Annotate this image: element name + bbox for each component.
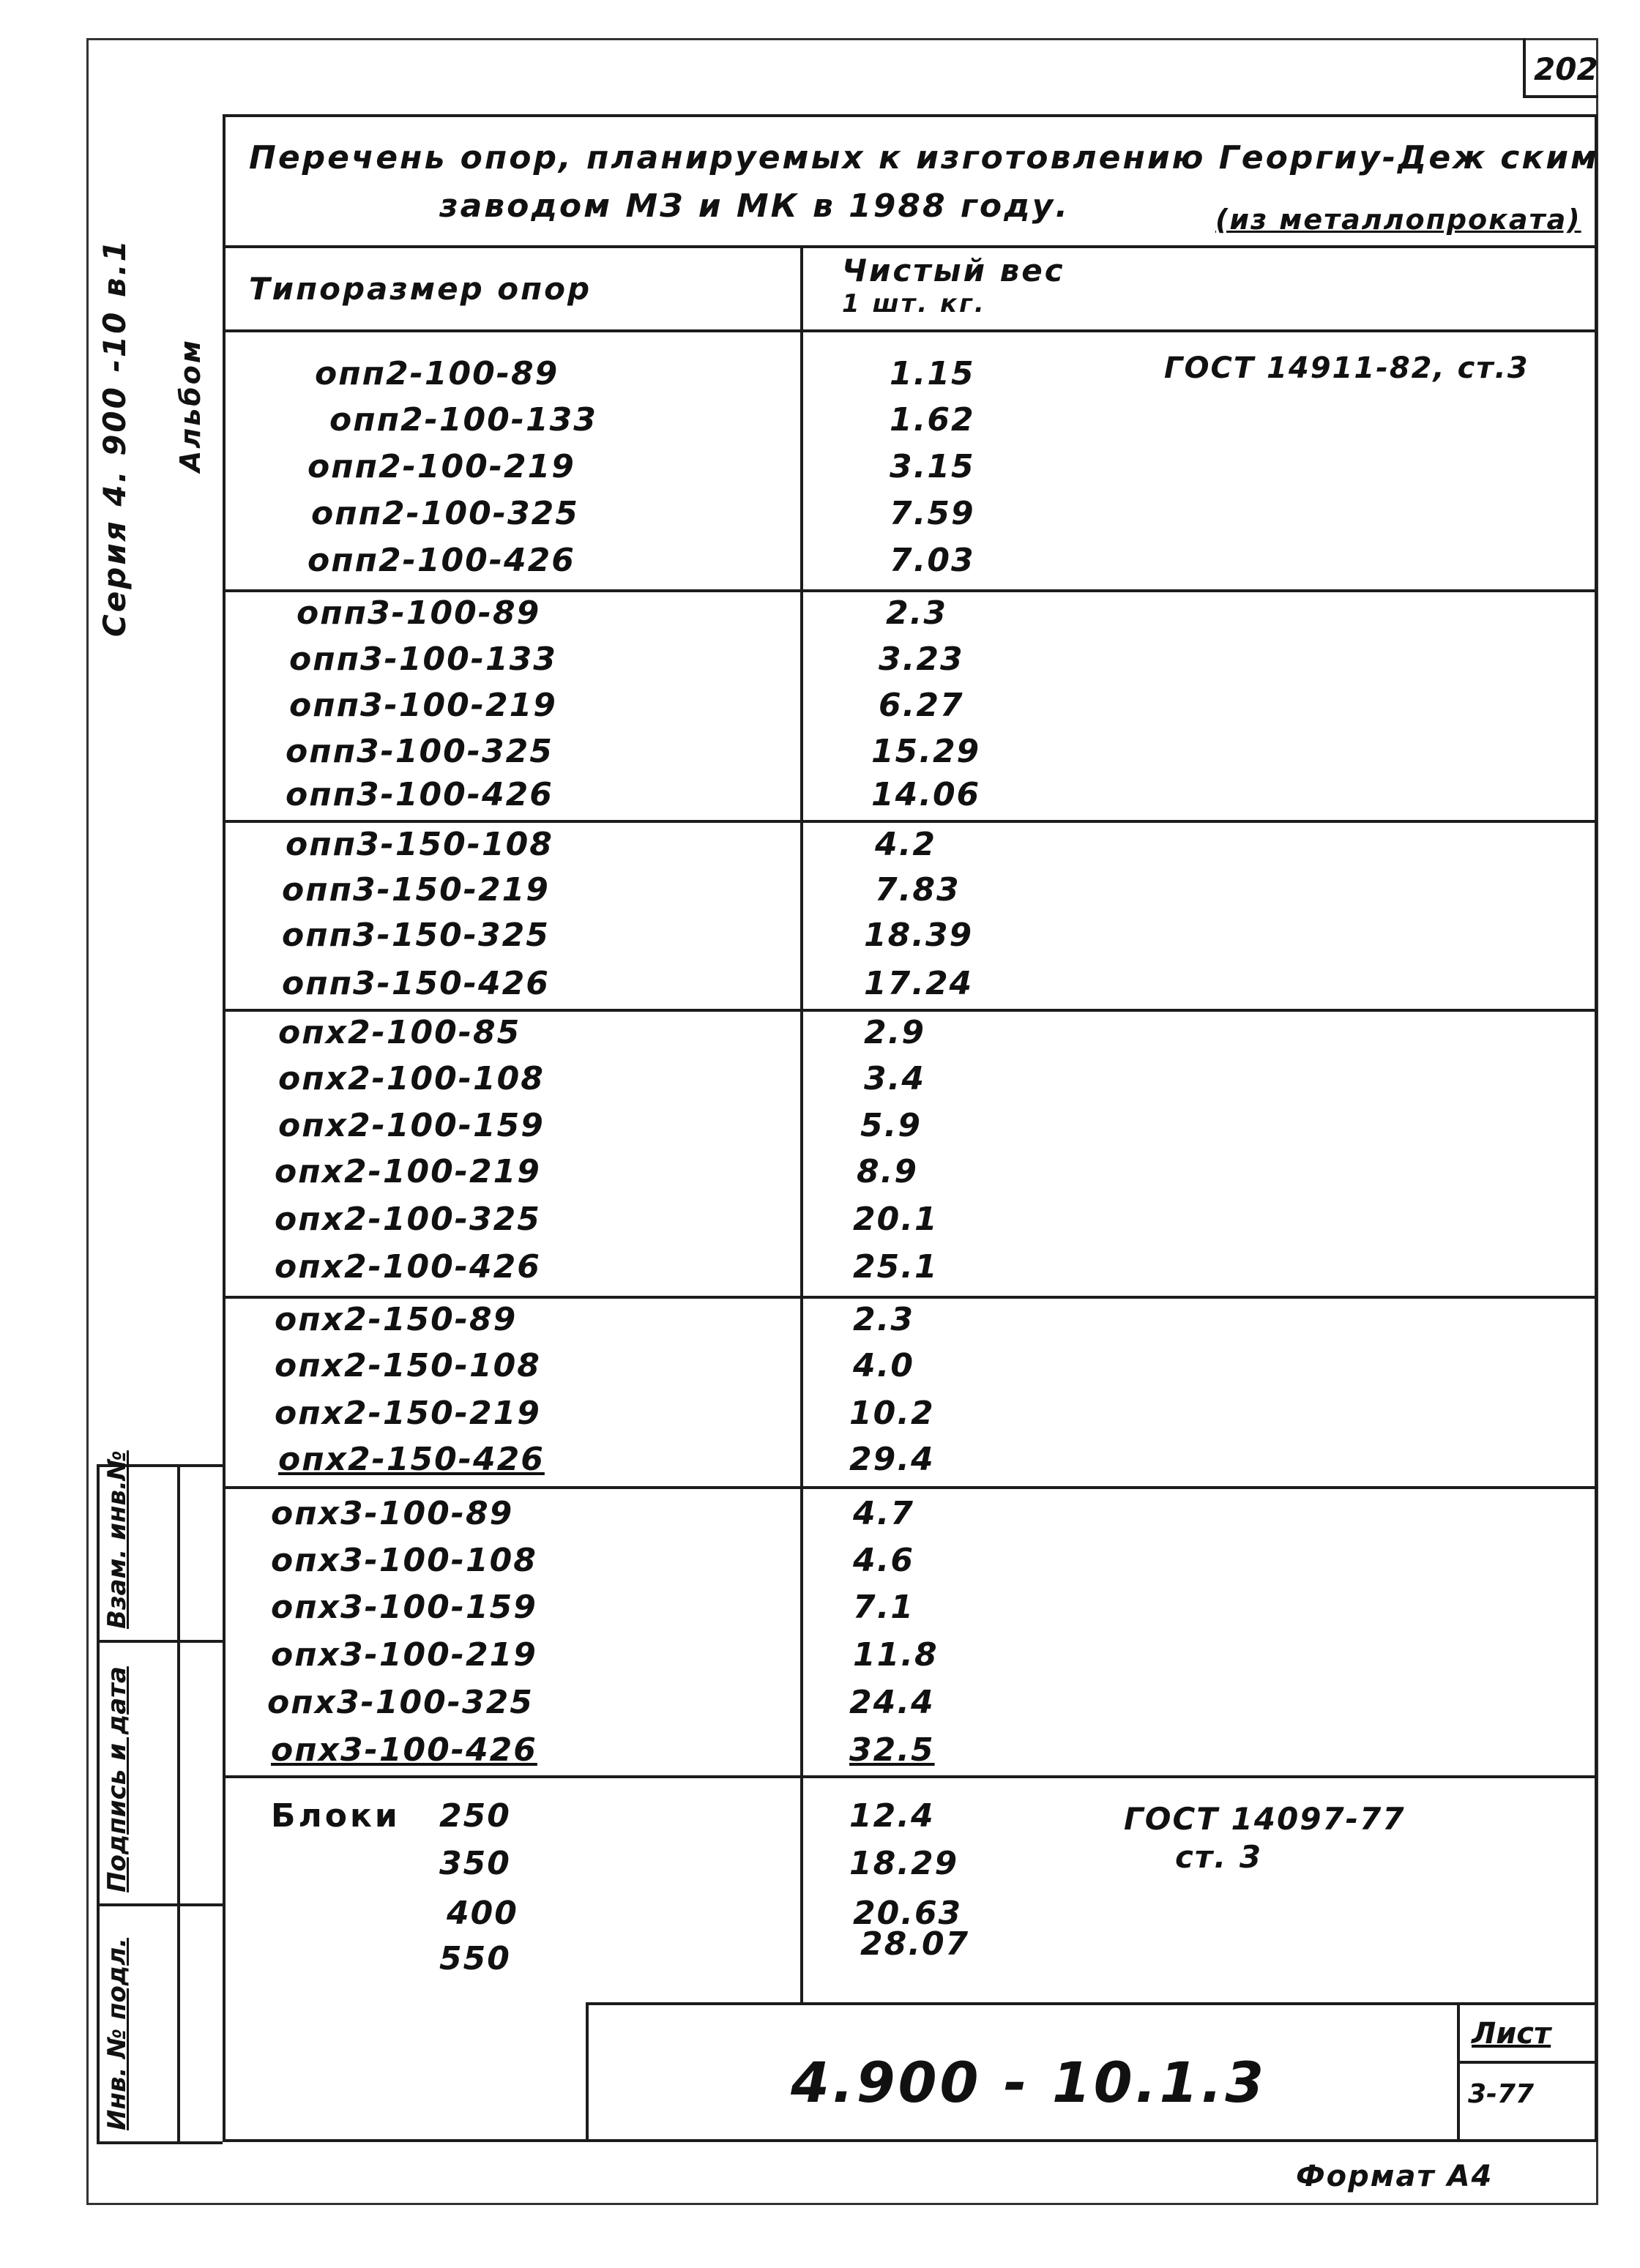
row-weight: 5.9: [860, 1107, 922, 1144]
row-weight: 11.8: [853, 1636, 939, 1674]
row-weight: 29.4: [849, 1441, 935, 1478]
row-weight: 18.39: [864, 917, 974, 954]
row-type: опп2-100-89: [315, 355, 559, 392]
row-type: опп3-150-108: [286, 826, 554, 863]
title-line-1: Перечень опор, планируемых к изготовлению Георгиу-Деж ским: [249, 139, 1600, 176]
row-weight: 8.9: [857, 1153, 918, 1190]
block-size: 350: [439, 1845, 511, 1882]
blocks-label: Блоки: [271, 1797, 400, 1835]
header-bottom-line: [223, 329, 1598, 332]
col1-header: Типоразмер опор: [249, 271, 592, 307]
row-weight: 7.1: [853, 1589, 914, 1626]
row-type: опх2-100-219: [275, 1153, 541, 1190]
row-weight: 2.3: [853, 1301, 914, 1338]
block-weight: 28.07: [860, 1925, 970, 1963]
col2-header-line2: 1 шт. кг.: [842, 289, 986, 318]
sheet-label: Лист: [1472, 2017, 1551, 2051]
row-weight: 4.0: [853, 1347, 914, 1384]
title-block-top: [586, 2002, 1598, 2005]
row-type: опх2-150-219: [275, 1395, 541, 1432]
blocks-note-line1: ГОСТ 14097-77: [1124, 1801, 1406, 1837]
row-weight: 4.6: [853, 1542, 914, 1579]
row-type: опх3-100-325: [267, 1684, 534, 1721]
blocks-note-line2: ст. 3: [1175, 1839, 1263, 1875]
stamp-cell-signature: Подпись и дата: [102, 1666, 132, 1892]
stamp-column-middle: [177, 1464, 180, 2141]
row-type: опп2-100-325: [311, 495, 579, 532]
row-type: опп3-100-219: [289, 687, 557, 724]
row-type: опх2-100-159: [278, 1107, 545, 1144]
document-number: 4.900 - 10.1.3: [791, 2050, 1267, 2115]
row-type: опх2-100-325: [275, 1201, 541, 1238]
row-type: опп3-100-133: [289, 641, 557, 678]
row-type: опх3-100-159: [271, 1589, 537, 1626]
block-size: 250: [439, 1797, 511, 1835]
row-weight: 3.23: [879, 641, 964, 678]
stamp-cell-replace: Взам. инв.№: [102, 1450, 132, 1629]
group-separator-3: [223, 1009, 1598, 1012]
row-type: опп3-150-325: [282, 917, 550, 954]
block-weight: 20.63: [853, 1895, 963, 1932]
row-type: опх3-100-108: [271, 1542, 537, 1579]
row-weight: 7.83: [875, 871, 961, 909]
format-label: Формат А4: [1296, 2160, 1494, 2193]
corner-box-bottom: [1523, 95, 1598, 98]
row-weight: 32.5: [849, 1731, 935, 1769]
group-separator-5: [223, 1486, 1598, 1489]
row-type: опх2-150-108: [275, 1347, 541, 1384]
row-weight: 24.4: [849, 1684, 935, 1721]
stamp-divider-1: [97, 1640, 223, 1643]
row-weight: 10.2: [849, 1395, 935, 1432]
title-line-2: заводом МЗ и МК в 1988 году.: [439, 187, 1070, 225]
title-block-sheet-line: [1457, 2061, 1598, 2064]
row-weight: 17.24: [864, 965, 974, 1002]
row-weight: 3.15: [890, 448, 975, 485]
row-weight: 4.2: [875, 826, 936, 863]
row-weight: 14.06: [871, 776, 981, 813]
col2-header-line1: Чистый вес: [842, 253, 1065, 288]
group-note: ГОСТ 14911-82, ст.3: [1164, 351, 1529, 385]
block-size: 550: [439, 1940, 511, 1977]
row-type: опп3-100-89: [297, 594, 541, 632]
row-type: опп2-100-219: [308, 448, 575, 485]
row-weight: 4.7: [853, 1495, 914, 1532]
stamp-divider-2: [97, 1903, 223, 1906]
row-type: опх2-100-426: [275, 1248, 541, 1286]
block-weight: 12.4: [849, 1797, 935, 1835]
row-weight: 7.03: [890, 542, 975, 579]
stamp-bottom: [97, 2141, 223, 2144]
row-type: опх3-100-219: [271, 1636, 537, 1674]
header-top-line: [223, 245, 1598, 248]
row-type: опп3-100-426: [286, 776, 554, 813]
block-size: 400: [447, 1895, 518, 1932]
row-type: опп2-100-133: [329, 401, 597, 439]
row-type: опп3-150-219: [282, 871, 550, 909]
title-note: (из металлопроката): [1215, 204, 1581, 236]
row-weight: 2.3: [886, 594, 947, 632]
corner-box-left: [1523, 38, 1526, 97]
sheet-number: 3-77: [1468, 2079, 1535, 2109]
row-weight: 7.59: [890, 495, 975, 532]
row-weight: 20.1: [853, 1201, 939, 1238]
row-type: опх3-100-426: [271, 1731, 537, 1769]
row-type: опп3-100-325: [286, 733, 554, 770]
row-weight: 25.1: [853, 1248, 939, 1286]
row-type: опх2-100-85: [278, 1014, 521, 1051]
row-type: опх2-100-108: [278, 1060, 545, 1097]
title-block-sheet-divider: [1457, 2002, 1460, 2142]
row-weight: 15.29: [871, 733, 981, 770]
album-label: Альбом: [174, 338, 206, 472]
row-type: опх2-150-89: [275, 1301, 518, 1338]
row-type: опх3-100-89: [271, 1495, 514, 1532]
row-type: опп2-100-426: [308, 542, 575, 579]
group-separator-6: [223, 1775, 1598, 1778]
row-type: опп3-150-426: [282, 965, 550, 1002]
row-weight: 2.9: [864, 1014, 925, 1051]
series-label: Серия 4. 900 -10 в.1: [97, 238, 133, 637]
row-weight: 1.15: [890, 355, 975, 392]
row-weight: 1.62: [890, 401, 975, 439]
stamp-column-left: [97, 1464, 100, 2141]
row-weight: 6.27: [879, 687, 964, 724]
group-separator-1: [223, 589, 1598, 592]
row-weight: 3.4: [864, 1060, 925, 1097]
row-type: опх2-150-426: [278, 1441, 545, 1478]
title-block-left: [586, 2002, 589, 2142]
stamp-cell-inventory: Инв. № подл.: [102, 1937, 132, 2130]
group-separator-2: [223, 820, 1598, 823]
column-divider: [800, 245, 803, 2002]
group-separator-4: [223, 1296, 1598, 1299]
block-weight: 18.29: [849, 1845, 959, 1882]
corner-sheet-number: 202: [1534, 51, 1598, 87]
